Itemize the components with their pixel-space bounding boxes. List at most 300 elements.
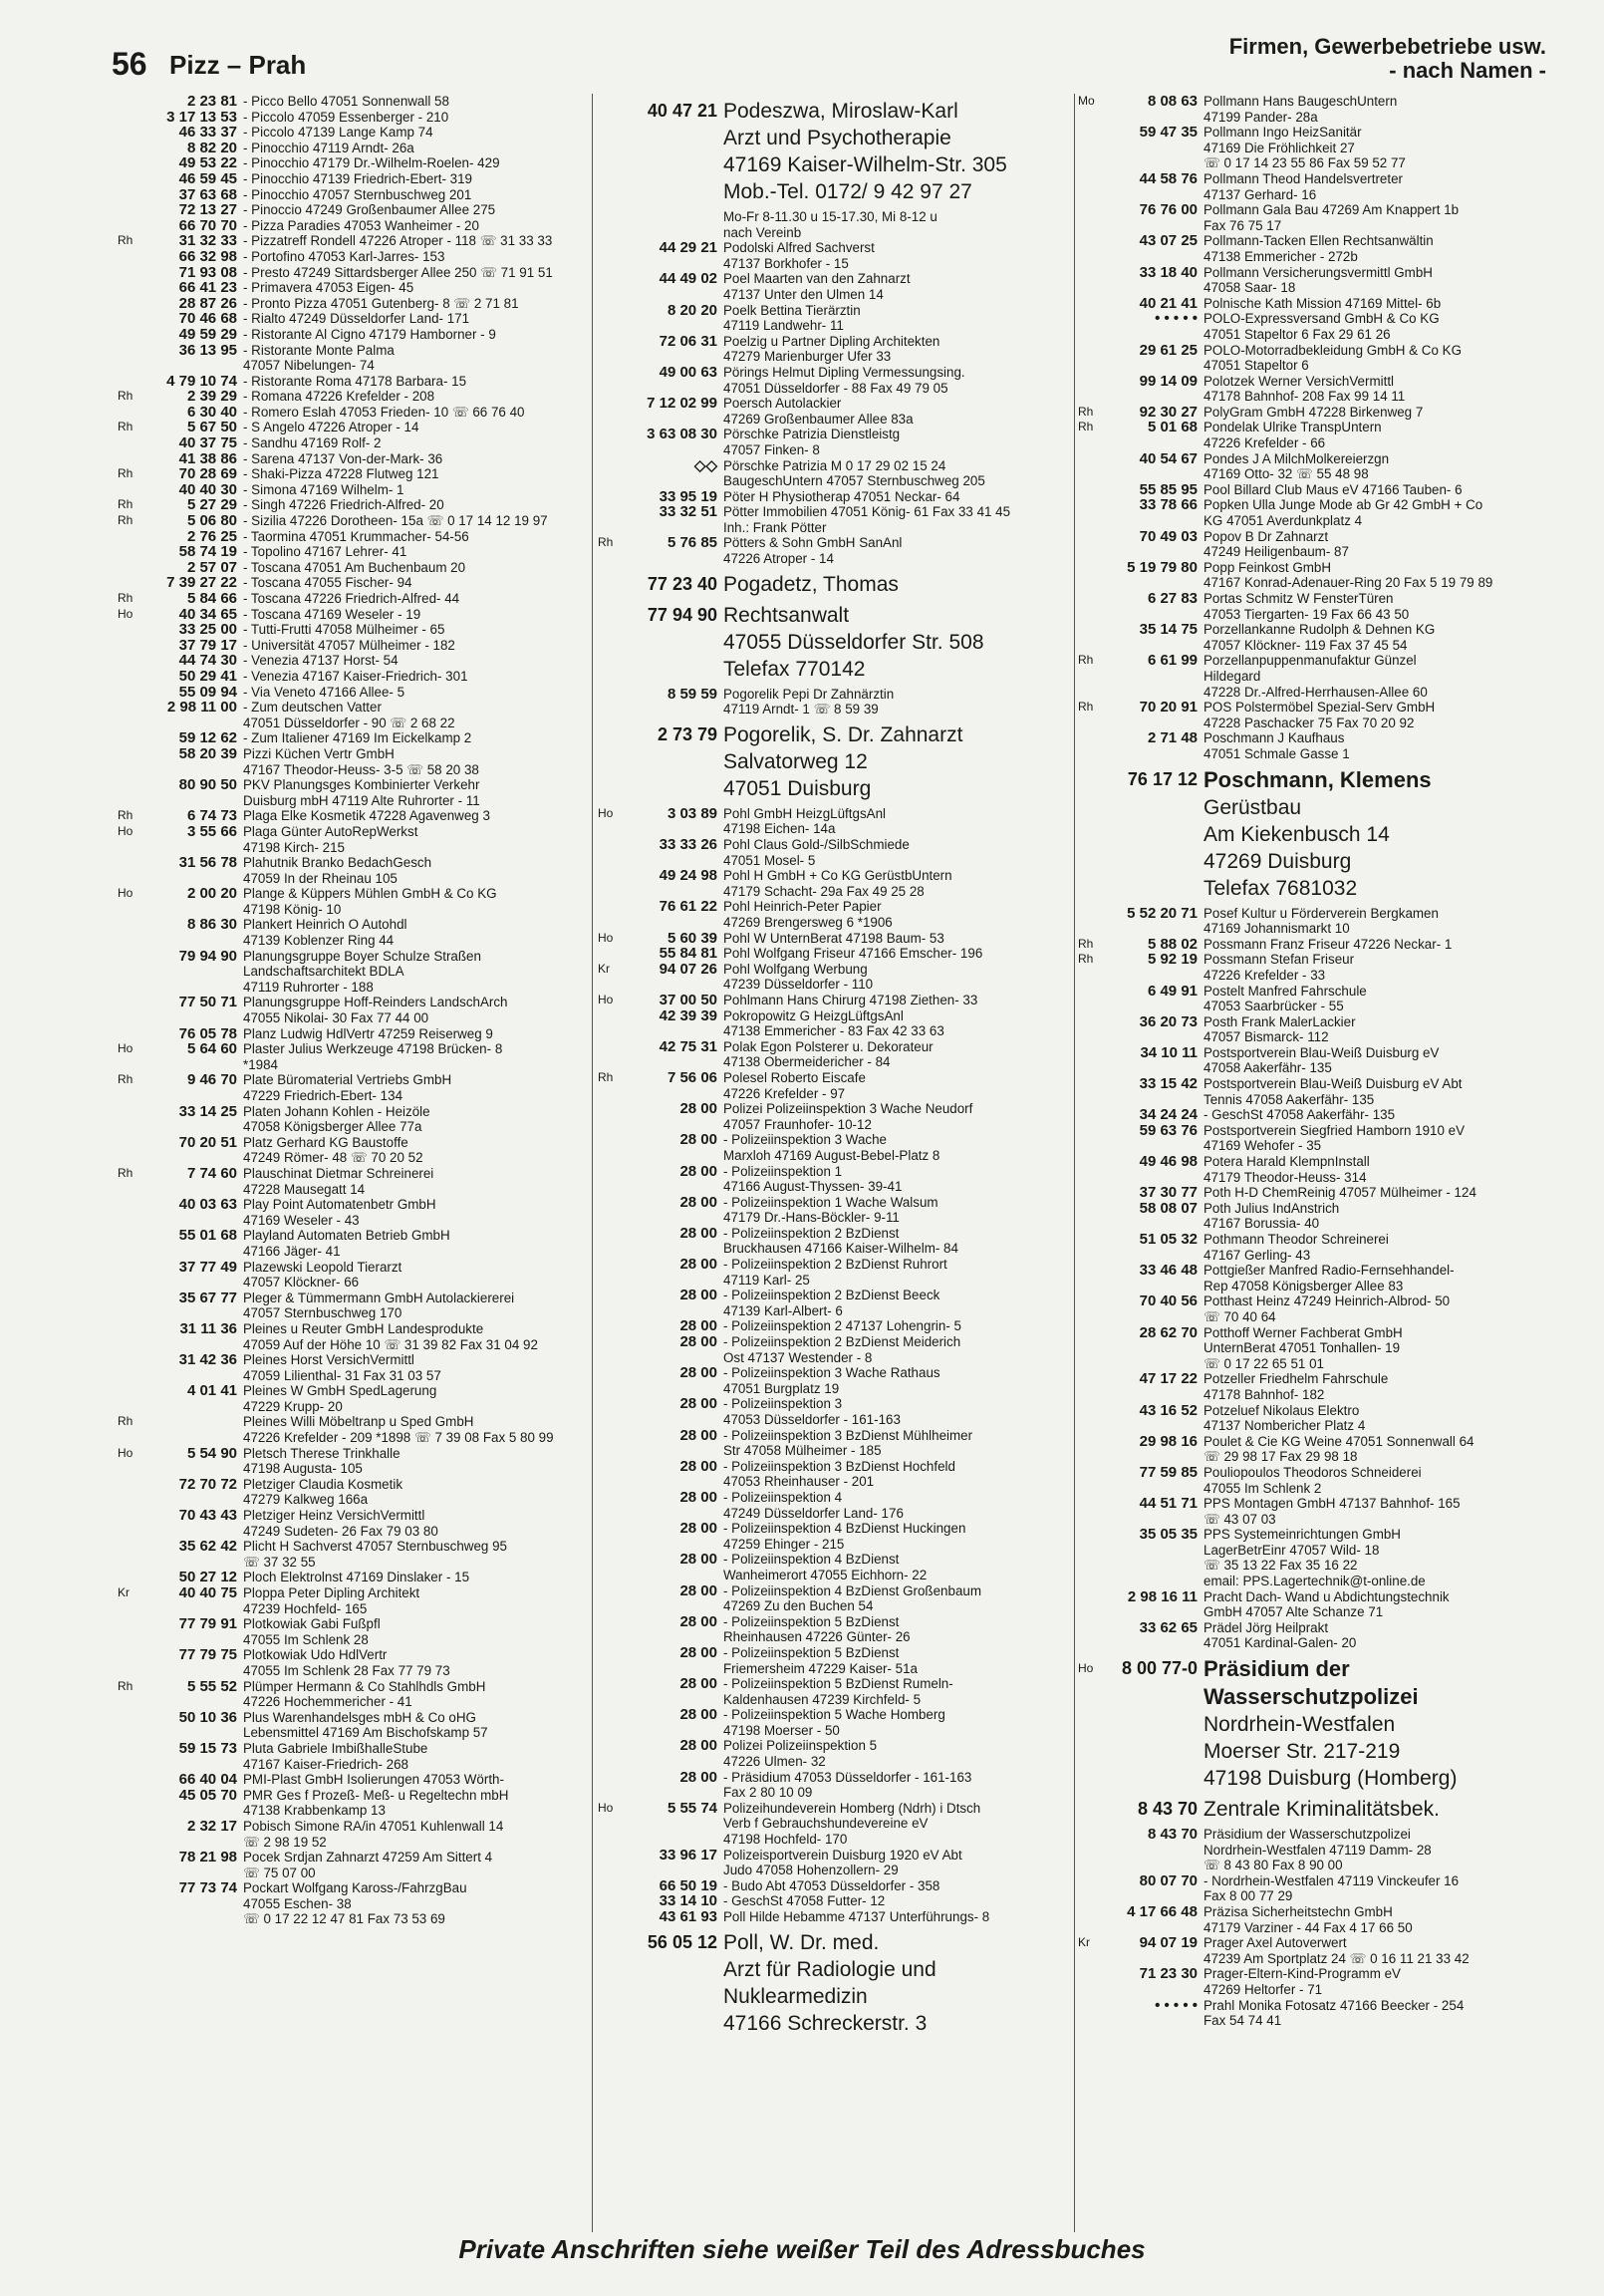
phone-number: 50 10 36 (178, 1708, 237, 1726)
directory-entry (1078, 1123, 1560, 1154)
district-code: Mo (1078, 94, 1095, 108)
entry-text: Prager Axel Autoverwert 47239 Am Sportplatz 24 ☏ 0 16 11 21 33 42 (1203, 1935, 1470, 1966)
entry-text: - Polizeiinspektion 2 BzDienst Ruhrort 47119 Karl- 25 (723, 1257, 947, 1288)
directory-entry (598, 1132, 1074, 1163)
phone-number: 77 94 90 (647, 604, 717, 625)
entry-text: Zentrale Kriminalitätsbek. (1203, 1798, 1440, 1822)
entry-text: Pötter Immobilien 47051 König- 61 Fax 33 41 45 Inh.: Frank Pötter (723, 504, 1011, 535)
entry-text: Pollmann-Tacken Ellen Rechtsanwältin 47138 Emmericher - 272b (1203, 233, 1434, 264)
entry-text: - Polizeiinspektion 1 47166 August-Thyssen- 39-41 (723, 1163, 903, 1195)
directory-entry (598, 1848, 1074, 1878)
entry-text: Pletziger Heinz VersichVermittl 47249 Sudeten- 26 Fax 79 03 80 (243, 1508, 438, 1539)
entry-text: - Sarena 47137 Von-der-Mark- 36 (243, 450, 443, 466)
phone-number: 70 46 68 (178, 310, 237, 328)
entry-text: Pondes J A MilchMolkereierzgn 47169 Otto- 32 ☏ 55 48 98 (1203, 450, 1390, 482)
phone-number: 5 54 90 (186, 1444, 237, 1462)
directory-entry (118, 1414, 586, 1445)
entry-text: - Shaki-Pizza 47228 Flutweg 121 (243, 466, 439, 482)
entry-text: - Polizeiinspektion 3 Wache Rathaus 47051 Burgplatz 19 (723, 1365, 940, 1396)
district-code: Rh (1078, 404, 1094, 419)
phone-number: 6 30 40 (186, 403, 237, 421)
district-code: Rh (118, 420, 134, 434)
phone-number: 28 00 (679, 1395, 717, 1413)
directory-entry (118, 824, 586, 855)
entry-text: Präsidium der Wasserschutzpolizei Nordrhein-Westfalen 47119 Damm- 28 ☏ 8 43 80 Fax 8 90 00 (1203, 1827, 1432, 1873)
entry-text: Potera Harald KlempnInstall 47179 Theodor-Heuss- 314 (1203, 1154, 1370, 1185)
phone-number: 3 03 89 (667, 804, 717, 822)
directory-entry (118, 1135, 586, 1166)
entry-text: Pohl Wolfgang Friseur 47166 Emscher- 196 (723, 946, 983, 962)
directory-entry (1078, 653, 1560, 700)
entry-text: Pondelak Ulrike TranspUntern 47226 Krefelder - 66 (1203, 420, 1382, 451)
phone-number: 44 58 76 (1139, 169, 1198, 187)
phone-number: 8 08 63 (1147, 94, 1198, 110)
directory-entry (118, 622, 586, 638)
entry-text: Platz Gerhard KG Baustoffe 47249 Römer- 48 ☏ 70 20 52 (243, 1134, 423, 1166)
phone-number: 56 05 12 (647, 1931, 717, 1952)
phone-number: 77 79 75 (178, 1646, 237, 1664)
entry-text: Postsportverein Blau-Weiß Duisburg eV 47058 Aakerfähr- 135 (1203, 1044, 1440, 1076)
directory-entry (118, 296, 586, 312)
phone-number: 28 00 (679, 1224, 717, 1242)
directory-entry (1078, 1107, 1560, 1123)
entry-text: Pollmann Theod Handelsvertreter 47137 Gerhard- 16 (1203, 170, 1403, 202)
entry-text: Rechtsanwalt 47055 Düsseldorfer Str. 508 Telefax 770142 (723, 603, 984, 681)
entry-text: Pörings Helmut Dipling Vermessungsing. 47051 Düsseldorfer - 88 Fax 49 79 05 (723, 364, 965, 396)
entry-text: - Toscana 47055 Fischer- 94 (243, 575, 412, 591)
entry-text: Plicht H Sachverst 47057 Sternbuschweg 95 ☏ 37 32 55 (243, 1539, 507, 1570)
directory-entry (118, 420, 586, 435)
directory-entry (1078, 1201, 1560, 1232)
entry-text: - Polizeiinspektion 2 47137 Lohengrin- 5 (723, 1318, 961, 1334)
directory-entry (1078, 343, 1560, 374)
directory-entry (598, 993, 1074, 1008)
directory-entry (1078, 906, 1560, 937)
entry-text: Polak Egon Polsterer u. Dekorateur 47138 Obermeidericher - 84 (723, 1038, 934, 1070)
phone-number: 8 82 20 (186, 139, 237, 156)
entry-text: Polotzek Werner VersichVermittl 47178 Bahnhof- 208 Fax 99 14 11 (1203, 373, 1406, 405)
directory-entry (118, 1041, 586, 1072)
directory-entry (1078, 1076, 1560, 1107)
phone-number: 35 05 35 (1139, 1526, 1198, 1544)
entry-text: - Via Veneto 47166 Allee- 5 (243, 684, 405, 700)
entry-text: Pogorelik Pepi Dr Zahnärztin 47119 Arndt- 1 ☏ 8 59 39 (723, 686, 895, 718)
phone-number: 6 49 91 (1147, 982, 1198, 1000)
phone-number: 49 59 29 (178, 325, 237, 343)
phone-number: 46 33 37 (178, 124, 237, 142)
entry-text: - Polizeiinspektion 4 47249 Düsseldorfer Land- 176 (723, 1489, 904, 1521)
phone-number: 55 09 94 (178, 683, 237, 701)
directory-entry (118, 1616, 586, 1647)
phone-number: 29 98 16 (1139, 1432, 1198, 1450)
district-code: Rh (118, 497, 134, 512)
directory-entry (118, 746, 586, 777)
phone-number: 58 74 19 (178, 543, 237, 561)
directory-entry (1078, 420, 1560, 450)
phone-number: 2 73 79 (657, 723, 717, 744)
entry-text: Polizeisportverein Duisburg 1920 eV Abt Judo 47058 Hohenzollern- 29 (723, 1847, 962, 1878)
phone-number: 77 73 74 (178, 1879, 237, 1897)
phone-number: 43 07 25 (1139, 232, 1198, 250)
entry-text: Polizei Polizeiinspektion 3 Wache Neudorf 47057 Fraunhofer- 10-12 (723, 1101, 973, 1132)
entry-text: Pockart Wolfgang Kaross-/FahrzgBau 47055 Eschen- 38 ☏ 0 17 22 12 47 81 Fax 73 53 69 (243, 1880, 467, 1927)
directory-entry (118, 110, 586, 126)
directory-entry (118, 497, 586, 513)
directory-entry (1078, 984, 1560, 1014)
phone-number: 33 14 10 (659, 1892, 717, 1910)
phone-number: 28 00 (679, 1100, 717, 1118)
phone-number: 33 78 66 (1139, 496, 1198, 514)
directory-entry (598, 868, 1074, 899)
directory-entry (1078, 1904, 1560, 1935)
directory-entry (1078, 233, 1560, 264)
category-subtitle: - nach Namen - (1389, 58, 1546, 83)
entry-text: PolyGram GmbH 47228 Birkenweg 7 (1203, 404, 1424, 420)
entry-text: Potthast Heinz 47249 Heinrich-Albrod- 50 ☏ 70 40 64 (1203, 1293, 1451, 1324)
entry-text: - Polizeiinspektion 4 BzDienst Huckingen 47259 Ehinger - 215 (723, 1521, 966, 1552)
directory-entry (1078, 529, 1560, 560)
phone-number: 66 50 19 (659, 1876, 717, 1894)
directory-entry (118, 1228, 586, 1259)
district-code: Kr (1078, 1935, 1090, 1950)
directory-entry (118, 917, 586, 948)
entry-text: Prager-Eltern-Kind-Programm eV 47269 Heltorfer - 71 (1203, 1966, 1401, 1997)
district-code: Rh (118, 808, 134, 823)
entry-text: - Romana 47226 Krefelder - 208 (243, 389, 435, 405)
directory-entry (598, 1318, 1074, 1334)
entry-text: Plahutnik Branko BedachGesch 47059 In der Rheinau 105 (243, 855, 432, 886)
directory-entry (598, 571, 1074, 598)
directory-entry (1078, 1154, 1560, 1185)
directory-entry (1078, 497, 1560, 528)
entry-text: Pollmann Hans BaugeschUntern 47199 Pander- 28a (1203, 94, 1398, 125)
phone-number: 7 56 06 (667, 1068, 717, 1086)
directory-entry (118, 1104, 586, 1135)
directory-entry (118, 855, 586, 886)
phone-number: 66 32 98 (178, 247, 237, 265)
entry-text: - S Angelo 47226 Atroper - 14 (243, 420, 419, 435)
phone-number: 40 40 75 (178, 1584, 237, 1601)
phone-number: 5 55 52 (186, 1677, 237, 1695)
entry-text: Playland Automaten Betrieb GmbH 47166 Jäger- 41 (243, 1228, 450, 1259)
phone-number: 49 24 98 (659, 867, 717, 885)
entry-text: Potthoff Werner Fachberat GmbH UnternBerat 47051 Tonhallen- 19 ☏ 0 17 22 65 51 01 (1203, 1324, 1403, 1371)
directory-entry (1078, 1293, 1560, 1324)
directory-entry (1078, 560, 1560, 591)
phone-number: 2 76 25 (186, 527, 237, 545)
phone-number: 33 95 19 (659, 487, 717, 505)
directory-entry (598, 504, 1074, 535)
entry-text: Pizzi Küchen Vertr GmbH 47167 Theodor-Heuss- 3-5 ☏ 58 20 38 (243, 745, 479, 777)
phone-number: 40 03 63 (178, 1196, 237, 1214)
phone-number: 3 55 66 (186, 822, 237, 840)
directory-entry (598, 1614, 1074, 1645)
directory-entry (598, 1552, 1074, 1582)
directory-entry (598, 602, 1074, 683)
directory-entry (1078, 1496, 1560, 1527)
directory-entry (118, 482, 586, 498)
phone-number: 76 61 22 (659, 898, 717, 916)
entry-text: Plate Büromaterial Vertriebs GmbH 47229 Friedrich-Ebert- 134 (243, 1072, 452, 1103)
phone-number: 8 20 20 (667, 301, 717, 319)
entry-text: Planungsgruppe Boyer Schulze Straßen Landschaftsarchitekt BDLA 47119 Ruhrorter - 188 (243, 948, 481, 995)
entry-text: Popp Feinkost GmbH 47167 Konrad-Adenauer-Ring 20 Fax 5 19 79 89 (1203, 559, 1493, 591)
phone-number: 33 33 26 (659, 836, 717, 854)
directory-entry (598, 962, 1074, 993)
entry-text: - Primavera 47053 Eigen- 45 (243, 280, 414, 296)
phone-number: 5 67 50 (186, 419, 237, 436)
entry-text: - Pinocchio 47119 Arndt- 26a (243, 140, 414, 155)
phone-number: 76 17 12 (1127, 768, 1198, 789)
directory-entry (118, 995, 586, 1025)
phone-number: 70 49 03 (1139, 527, 1198, 545)
phone-number: 28 00 (679, 1643, 717, 1661)
directory-entry (1078, 1232, 1560, 1263)
directory-entry (598, 1070, 1074, 1101)
phone-number: 72 70 72 (178, 1475, 237, 1493)
phone-number: 3 63 08 30 (647, 426, 717, 443)
entry-text: Prahl Monika Fotosatz 47166 Beecker - 254 Fax 54 74 41 (1203, 1997, 1465, 2029)
phone-number: 59 47 35 (1139, 124, 1198, 142)
entry-text: - Ristorante Al Cigno 47179 Hamborner - 9 (243, 326, 496, 342)
entry-text: - Presto 47249 Sittardsberger Allee 250 ☏ 71 91 51 (243, 264, 553, 280)
phone-number: 40 47 21 (647, 101, 717, 121)
phone-number: 8 59 59 (667, 685, 717, 703)
entry-text: - Universität 47057 Mülheimer - 182 (243, 637, 455, 653)
entry-text: - Venezia 47167 Kaiser-Friedrich- 301 (243, 668, 468, 684)
directory-entry (118, 94, 586, 110)
directory-entry (118, 949, 586, 996)
entry-text: Poelk Bettina Tierärztin 47119 Landwehr- 11 (723, 302, 861, 334)
directory-entry (1078, 374, 1560, 405)
entry-text: Posef Kultur u Förderverein Bergkamen 47169 Johannismarkt 10 (1203, 905, 1439, 937)
phone-number: 77 50 71 (178, 994, 237, 1011)
entry-text: - Venezia 47137 Horst- 54 (243, 653, 399, 669)
entry-text: Pohl Claus Gold-/SilbSchmiede 47051 Mosel- 5 (723, 837, 910, 868)
entry-text: PPS Montagen GmbH 47137 Bahnhof- 165 ☏ 43 07 03 (1203, 1496, 1461, 1527)
district-code: Ho (598, 1800, 614, 1815)
entry-text: - Tutti-Frutti 47058 Mülheimer - 65 (243, 622, 445, 638)
entry-text: - GeschSt 47058 Aakerfähr- 135 (1203, 1107, 1396, 1123)
directory-entry (598, 931, 1074, 947)
directory-entry (118, 886, 586, 917)
phone-number: 36 13 95 (178, 341, 237, 359)
entry-text: - Zum deutschen Vatter 47051 Düsseldorfer - 90 ☏ 2 68 22 (243, 700, 455, 730)
phone-number: 66 41 23 (178, 279, 237, 297)
district-code: Ho (118, 1445, 134, 1460)
directory-entry (1078, 1403, 1560, 1434)
phone-number: 31 56 78 (178, 854, 237, 872)
directory-entry (598, 396, 1074, 427)
entry-text: Postsportverein Siegfried Hamborn 1910 eV 47169 Wehofer - 35 (1203, 1122, 1466, 1154)
entry-text: Potzeluef Nikolaus Elektro 47137 Nombericher Platz 4 (1203, 1402, 1366, 1434)
directory-entry (118, 311, 586, 327)
directory-entry (118, 777, 586, 808)
entry-text: POS Polstermöbel Spezial-Serv GmbH 47228 Paschacker 75 Fax 70 20 92 (1203, 700, 1436, 730)
directory-entry (1078, 1325, 1560, 1372)
directory-entry (598, 1801, 1074, 1848)
entry-text: Podolski Alfred Sachverst 47137 Borkhofer - 15 (723, 240, 875, 271)
directory-entry (118, 1741, 586, 1772)
phone-number: 28 00 (679, 1317, 717, 1335)
directory-entry (598, 1396, 1074, 1427)
directory-column-1 (118, 94, 586, 2232)
entry-text: - Polizeiinspektion 2 BzDienst Meiderich Ost 47137 Westender - 8 (723, 1334, 961, 1365)
phone-number: 4 01 41 (186, 1382, 237, 1400)
directory-entry (1078, 202, 1560, 233)
phone-number: 41 38 86 (178, 449, 237, 467)
entry-text: Pothmann Theodor Schreinerei 47167 Gerling- 43 (1203, 1232, 1389, 1263)
entry-text: Pouliopoulos Theodoros Schneiderei 47055 Im Schlenk 2 (1203, 1464, 1422, 1496)
directory-entry (1078, 1998, 1560, 2029)
entry-text: - Sandhu 47169 Rolf- 2 (243, 435, 382, 451)
phone-number: 92 30 27 (1139, 403, 1198, 421)
entry-text: - Polizeiinspektion 5 Wache Homberg 47198 Moerser - 50 (723, 1707, 945, 1738)
district-code: Ho (118, 1041, 134, 1056)
phone-number: 35 14 75 (1139, 621, 1198, 639)
entry-text: - Polizeiinspektion 4 BzDienst Wanheimerort 47055 Eichhorn- 22 (723, 1552, 928, 1582)
entry-text: Pletsch Therese Trinkhalle 47198 Augusta- 105 (243, 1445, 401, 1477)
entry-text: - Pizza Paradies 47053 Wanheimer - 20 (243, 217, 479, 233)
entry-text: Possmann Stefan Friseur 47226 Krefelder - 33 (1203, 952, 1355, 983)
directory-entry (1078, 1827, 1560, 1873)
directory-entry (598, 427, 1074, 457)
directory-entry (1078, 1935, 1560, 1966)
directory-entry (1078, 1185, 1560, 1201)
entry-text: Pollmann Versicherungsvermittl GmbH 47058 Saar- 18 (1203, 264, 1433, 296)
phone-number: 44 51 71 (1139, 1495, 1198, 1513)
district-code: Rh (1078, 952, 1094, 967)
directory-entry (118, 1197, 586, 1228)
entry-text: Postelt Manfred Fahrschule 47053 Saarbrücker - 55 (1203, 983, 1367, 1014)
district-code: Ho (598, 992, 614, 1006)
directory-entry (118, 1880, 586, 1927)
entry-text: Ploppa Peter Dipling Architekt 47239 Hochfeld- 165 (243, 1585, 420, 1616)
directory-entry (1078, 700, 1560, 730)
entry-text: - Rialto 47249 Düsseldorfer Land- 171 (243, 311, 470, 327)
directory-entry (118, 1850, 586, 1880)
directory-entry (598, 303, 1074, 334)
entry-text: Präsidium der Wasserschutzpolizei Nordrhein-Westfalen Moerser Str. 217-219 47198 Duisburg (Homberg) (1203, 1656, 1458, 1791)
phone-number: 76 05 78 (178, 1024, 237, 1042)
phone-number: 33 32 51 (659, 503, 717, 521)
footer-note: Private Anschriften siehe weißer Teil des Adressbuches (458, 2234, 1146, 2264)
entry-text: Poulet & Cie KG Weine 47051 Sonnenwall 64 ☏ 29 98 17 Fax 29 98 18 (1203, 1433, 1474, 1465)
entry-text: Plus Warenhandelsges mbH & Co oHG Lebensmittel 47169 Am Bischofskamp 57 (243, 1709, 488, 1741)
phone-number: 4 79 10 74 (166, 372, 237, 390)
directory-entry (1078, 591, 1560, 622)
phone-number: 2 23 81 (186, 94, 237, 110)
entry-text: Pörschke Patrizia Dienstleistg 47057 Finken- 8 (723, 427, 901, 457)
page-range: Pizz – Prah (169, 50, 307, 80)
phone-number: 28 00 (679, 1581, 717, 1599)
entry-text: - Toscana 47051 Am Buchenbaum 20 (243, 559, 466, 575)
phone-number: 45 05 70 (178, 1786, 237, 1804)
phone-number: 34 10 11 (1140, 1043, 1198, 1061)
phone-number: 72 06 31 (659, 332, 717, 350)
entry-text: Prädel Jörg Heilprakt 47051 Kardinal-Galen- 20 (1203, 1619, 1357, 1651)
directory-entry (118, 249, 586, 265)
phone-number: 94 07 26 (659, 960, 717, 978)
directory-entry (118, 560, 586, 576)
phone-number: 80 90 50 (178, 776, 237, 794)
entry-text: Postsportverein Blau-Weiß Duisburg eV Abt Tennis 47058 Aakerfähr- 135 (1203, 1076, 1463, 1107)
directory-entry (598, 1365, 1074, 1396)
phone-number: 28 00 (679, 1287, 717, 1304)
directory-entry (1078, 622, 1560, 653)
entry-text: Poschmann, Klemens Gerüstbau Am Kiekenbusch 14 47269 Duisburg Telefax 7681032 (1203, 766, 1432, 900)
phone-number: 46 59 45 (178, 169, 237, 187)
directory-entry (118, 653, 586, 669)
directory-entry (118, 1819, 586, 1850)
entry-text: Polesel Roberto Eiscafe 47226 Krefelder - 97 (723, 1069, 866, 1101)
phone-number: 6 61 99 (1147, 652, 1198, 670)
phone-number: 58 08 07 (1139, 1199, 1198, 1217)
phone-number: 28 00 (679, 1768, 717, 1786)
directory-entry (118, 435, 586, 451)
phone-number: • • • • • (1155, 310, 1198, 328)
district-code: Rh (1078, 653, 1094, 668)
entry-text: Plotkowiak Gabi Fußpfl 47055 Im Schlenk 28 (243, 1616, 381, 1647)
entry-text: Plaga Elke Kosmetik 47228 Agavenweg 3 (243, 808, 490, 824)
entry-text: PPS Systemeinrichtungen GmbH LagerBetrEinr 47057 Wild- 18 ☏ 35 13 22 Fax 35 16 22 email: PPS.Lagertechnik@t-online.de (1203, 1527, 1426, 1589)
directory-entry (118, 808, 586, 824)
phone-number: 6 27 83 (1147, 590, 1198, 607)
phone-number: 34 24 24 (1139, 1106, 1198, 1124)
directory-entry (1078, 730, 1560, 761)
directory-entry (598, 489, 1074, 505)
phone-number: 33 25 00 (178, 621, 237, 639)
directory-entry (118, 202, 586, 218)
directory-entry (118, 513, 586, 529)
entry-text: Popov B Dr Zahnarzt 47249 Heiligenbaum- 87 (1203, 528, 1349, 560)
phone-number: 28 00 (679, 1675, 717, 1693)
district-code: Ho (598, 805, 614, 820)
entry-text: Potzeller Friedhelm Fahrschule 47178 Bahnhof- 182 (1203, 1371, 1389, 1402)
phone-number: 5 27 29 (186, 496, 237, 514)
phone-number: 28 00 (679, 1131, 717, 1149)
phone-number: 28 00 (679, 1364, 717, 1382)
phone-number: 37 30 77 (1139, 1184, 1198, 1202)
directory-entry (598, 1893, 1074, 1909)
phone-number: 59 63 76 (1139, 1121, 1198, 1139)
directory-entry (118, 374, 586, 390)
entry-text: Pracht Dach- Wand u Abdichtungstechnik GmbH 47057 Alte Schanze 71 (1203, 1588, 1450, 1620)
phone-number: 66 40 04 (178, 1771, 237, 1789)
entry-text: Pokropowitz G HeizgLüftgsAnl 47138 Emmericher - 83 Fax 42 33 63 (723, 1007, 944, 1039)
entry-text: - Pinoccio 47249 Großenbaumer Allee 275 (243, 202, 496, 218)
phone-number: 94 07 19 (1139, 1934, 1198, 1952)
district-code: Rh (118, 1072, 134, 1087)
directory-entry (1078, 1465, 1560, 1496)
directory-entry (598, 458, 1074, 489)
directory-entry (598, 1164, 1074, 1195)
phone-number: 5 84 66 (186, 590, 237, 607)
phone-number: 70 28 69 (178, 465, 237, 483)
entry-text: - Polizeiinspektion 1 Wache Walsum 47179 Dr.-Hans-Böckler- 9-11 (723, 1194, 938, 1226)
directory-entry (598, 946, 1074, 962)
district-code: Rh (1078, 936, 1094, 951)
entry-text: Play Point Automatenbetr GmbH 47169 Weseler - 43 (243, 1197, 436, 1228)
directory-entry (1078, 125, 1560, 171)
phone-number: 47 17 22 (1139, 1370, 1198, 1388)
directory-entry (598, 1428, 1074, 1459)
phone-number: 70 43 43 (178, 1507, 237, 1525)
directory-entry (118, 1166, 586, 1197)
phone-number: 49 46 98 (1139, 1153, 1198, 1171)
directory-entry (1078, 311, 1560, 342)
entry-text: Plaster Julius Werkzeuge 47198 Brücken- 8 *1984 (243, 1041, 503, 1072)
